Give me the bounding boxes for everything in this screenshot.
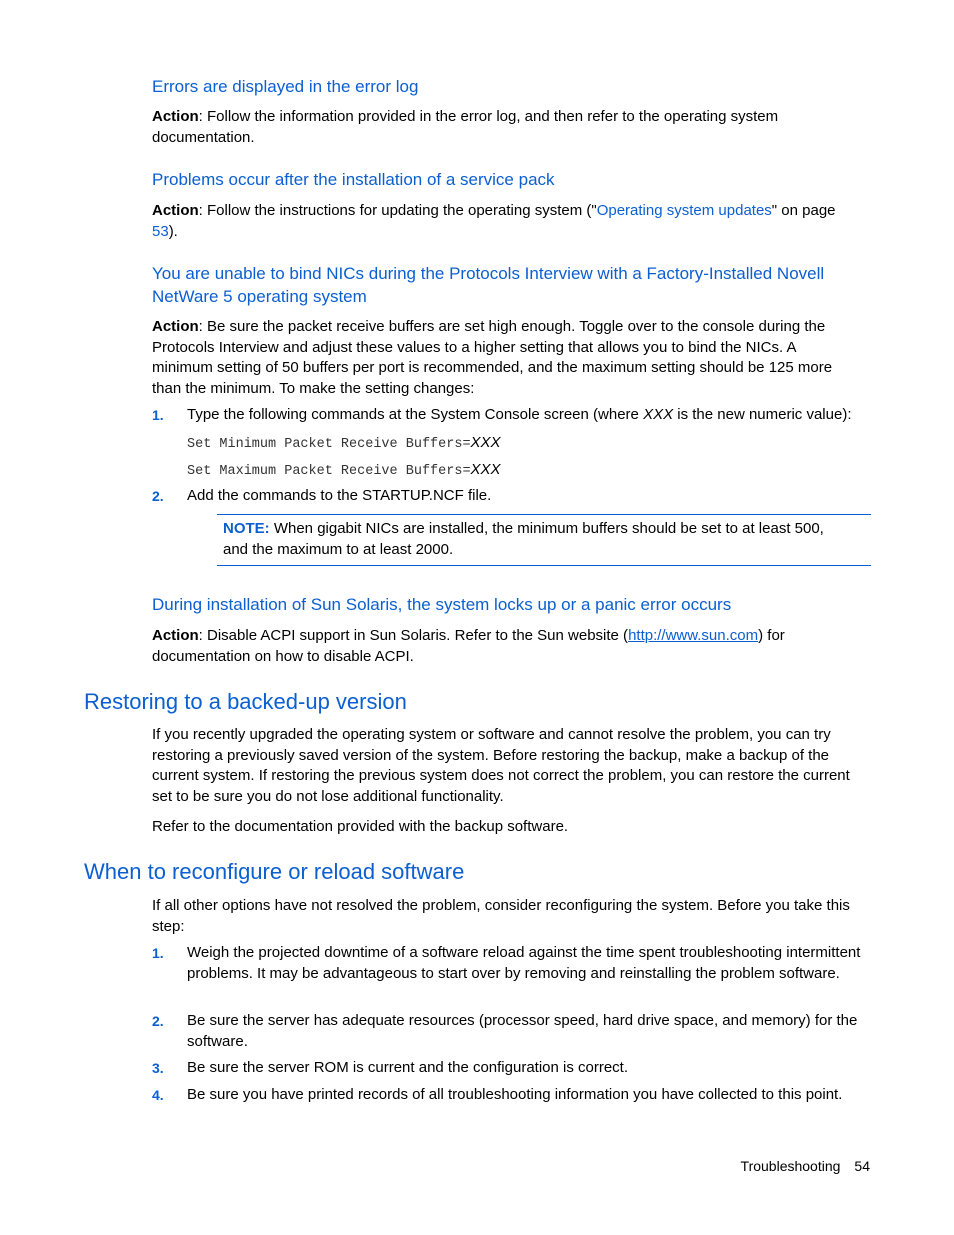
step-number: 3.: [152, 1060, 164, 1076]
action-text: : Follow the information provided in the error log, and then refer to the operating system documentation.: [152, 108, 779, 146]
paragraph-service-pack-action: [152, 201, 854, 242]
code-variable: XXX: [470, 461, 501, 478]
heading-service-pack: Problems occur after the installation of a service pack: [152, 170, 555, 189]
paragraph-reconfigure-intro: If all other options have not resolved the problem, consider reconfiguring the system. Before you take this step:: [152, 897, 850, 935]
code-variable: XXX: [470, 434, 501, 451]
action-text: : Follow the instructions for updating the operating system (": [198, 202, 597, 219]
action-text: : Disable ACPI support in Sun Solaris. Refer to the Sun website (: [198, 627, 629, 644]
step-number: 1.: [152, 945, 164, 961]
step-text-part: Type the following commands at the System Console screen (where: [187, 406, 644, 423]
page-53-link[interactable]: 53: [152, 222, 169, 240]
page-number: 54: [854, 1158, 870, 1174]
step-text: Add the commands to the STARTUP.NCF file.: [187, 487, 492, 504]
action-text: : Be sure the packet receive buffers are set high enough. Toggle over to the console during the Protocols Interview and adjust these values to a higher setting that allows you to bind the NICs. A minimum setting of 50 buffers per port is recommended, and the maximum setting should be 125 more than the minimum. To make the setting changes:: [152, 318, 833, 397]
step-number: 1.: [152, 407, 164, 423]
step-text-part: is the new numeric value):: [673, 406, 852, 423]
footer-section: Troubleshooting: [740, 1158, 841, 1174]
paragraph-errors-log-action: [152, 107, 854, 148]
paragraph-restoring-refer: Refer to the documentation provided with the backup software.: [152, 818, 569, 835]
action-text: " on page: [771, 202, 836, 219]
heading-errors-log: Errors are displayed in the error log: [152, 77, 419, 96]
sun-website-link[interactable]: http://www.sun.com: [628, 627, 759, 644]
paragraph-restoring: If you recently upgraded the operating system or software and cannot resolve the problem, you can try restoring a previously saved version of the system. Before restoring the backup, make a backup of the current system. If restoring the previous system does not correct the problem, you can restore the current set to be sure you do not lose additional functionality.: [152, 726, 850, 805]
step-text: Be sure you have printed records of all troubleshooting information you have collected to this point.: [187, 1086, 843, 1103]
step-text-variable: XXX: [643, 406, 674, 423]
action-text: ) for documentation on how to disable ACPI.: [152, 627, 785, 665]
step-number: 2.: [152, 488, 164, 504]
page-footer: [741, 1158, 870, 1174]
code-text: Set Maximum Packet Receive Buffers=: [187, 464, 471, 479]
action-text: ).: [168, 222, 178, 240]
heading-restoring: Restoring to a backed-up version: [84, 689, 407, 714]
step-text: Be sure the server has adequate resources (processor speed, hard drive space, and memory) for the software.: [187, 1012, 858, 1050]
code-line-maximum: [187, 460, 501, 482]
code-text: Set Minimum Packet Receive Buffers=: [187, 437, 471, 452]
heading-reconfigure: When to reconfigure or reload software: [84, 859, 465, 884]
note-label: NOTE:: [223, 520, 270, 537]
action-label: Action: [152, 627, 199, 644]
step-text: Weigh the projected downtime of a software reload against the time spent troubleshooting intermittent problems. It may be advantageous to start over by removing and reinstalling the problem software.: [187, 944, 861, 982]
note-body: When gigabit NICs are installed, the minimum buffers should be set to at least 500, and the maximum to at least 2000.: [223, 520, 824, 558]
step-text: Be sure the server ROM is current and the configuration is correct.: [187, 1059, 629, 1076]
paragraph-solaris-action: [152, 626, 854, 667]
step-text: [187, 405, 873, 426]
action-label: Action: [152, 108, 199, 125]
code-line-minimum: [187, 433, 501, 455]
paragraph-bind-nics-action: [152, 317, 854, 399]
heading-solaris: During installation of Sun Solaris, the system locks up or a panic error occurs: [152, 595, 732, 614]
action-label: Action: [152, 318, 199, 335]
heading-bind-nics: You are unable to bind NICs during the Protocols Interview with a Factory-Installed Novell NetWare 5 operating system: [152, 264, 825, 306]
note-text: [223, 519, 853, 560]
os-updates-link[interactable]: Operating system updates: [596, 202, 772, 219]
step-number: 2.: [152, 1013, 164, 1029]
action-label: Action: [152, 202, 199, 219]
step-number: 4.: [152, 1087, 164, 1103]
note-box: [217, 514, 871, 566]
